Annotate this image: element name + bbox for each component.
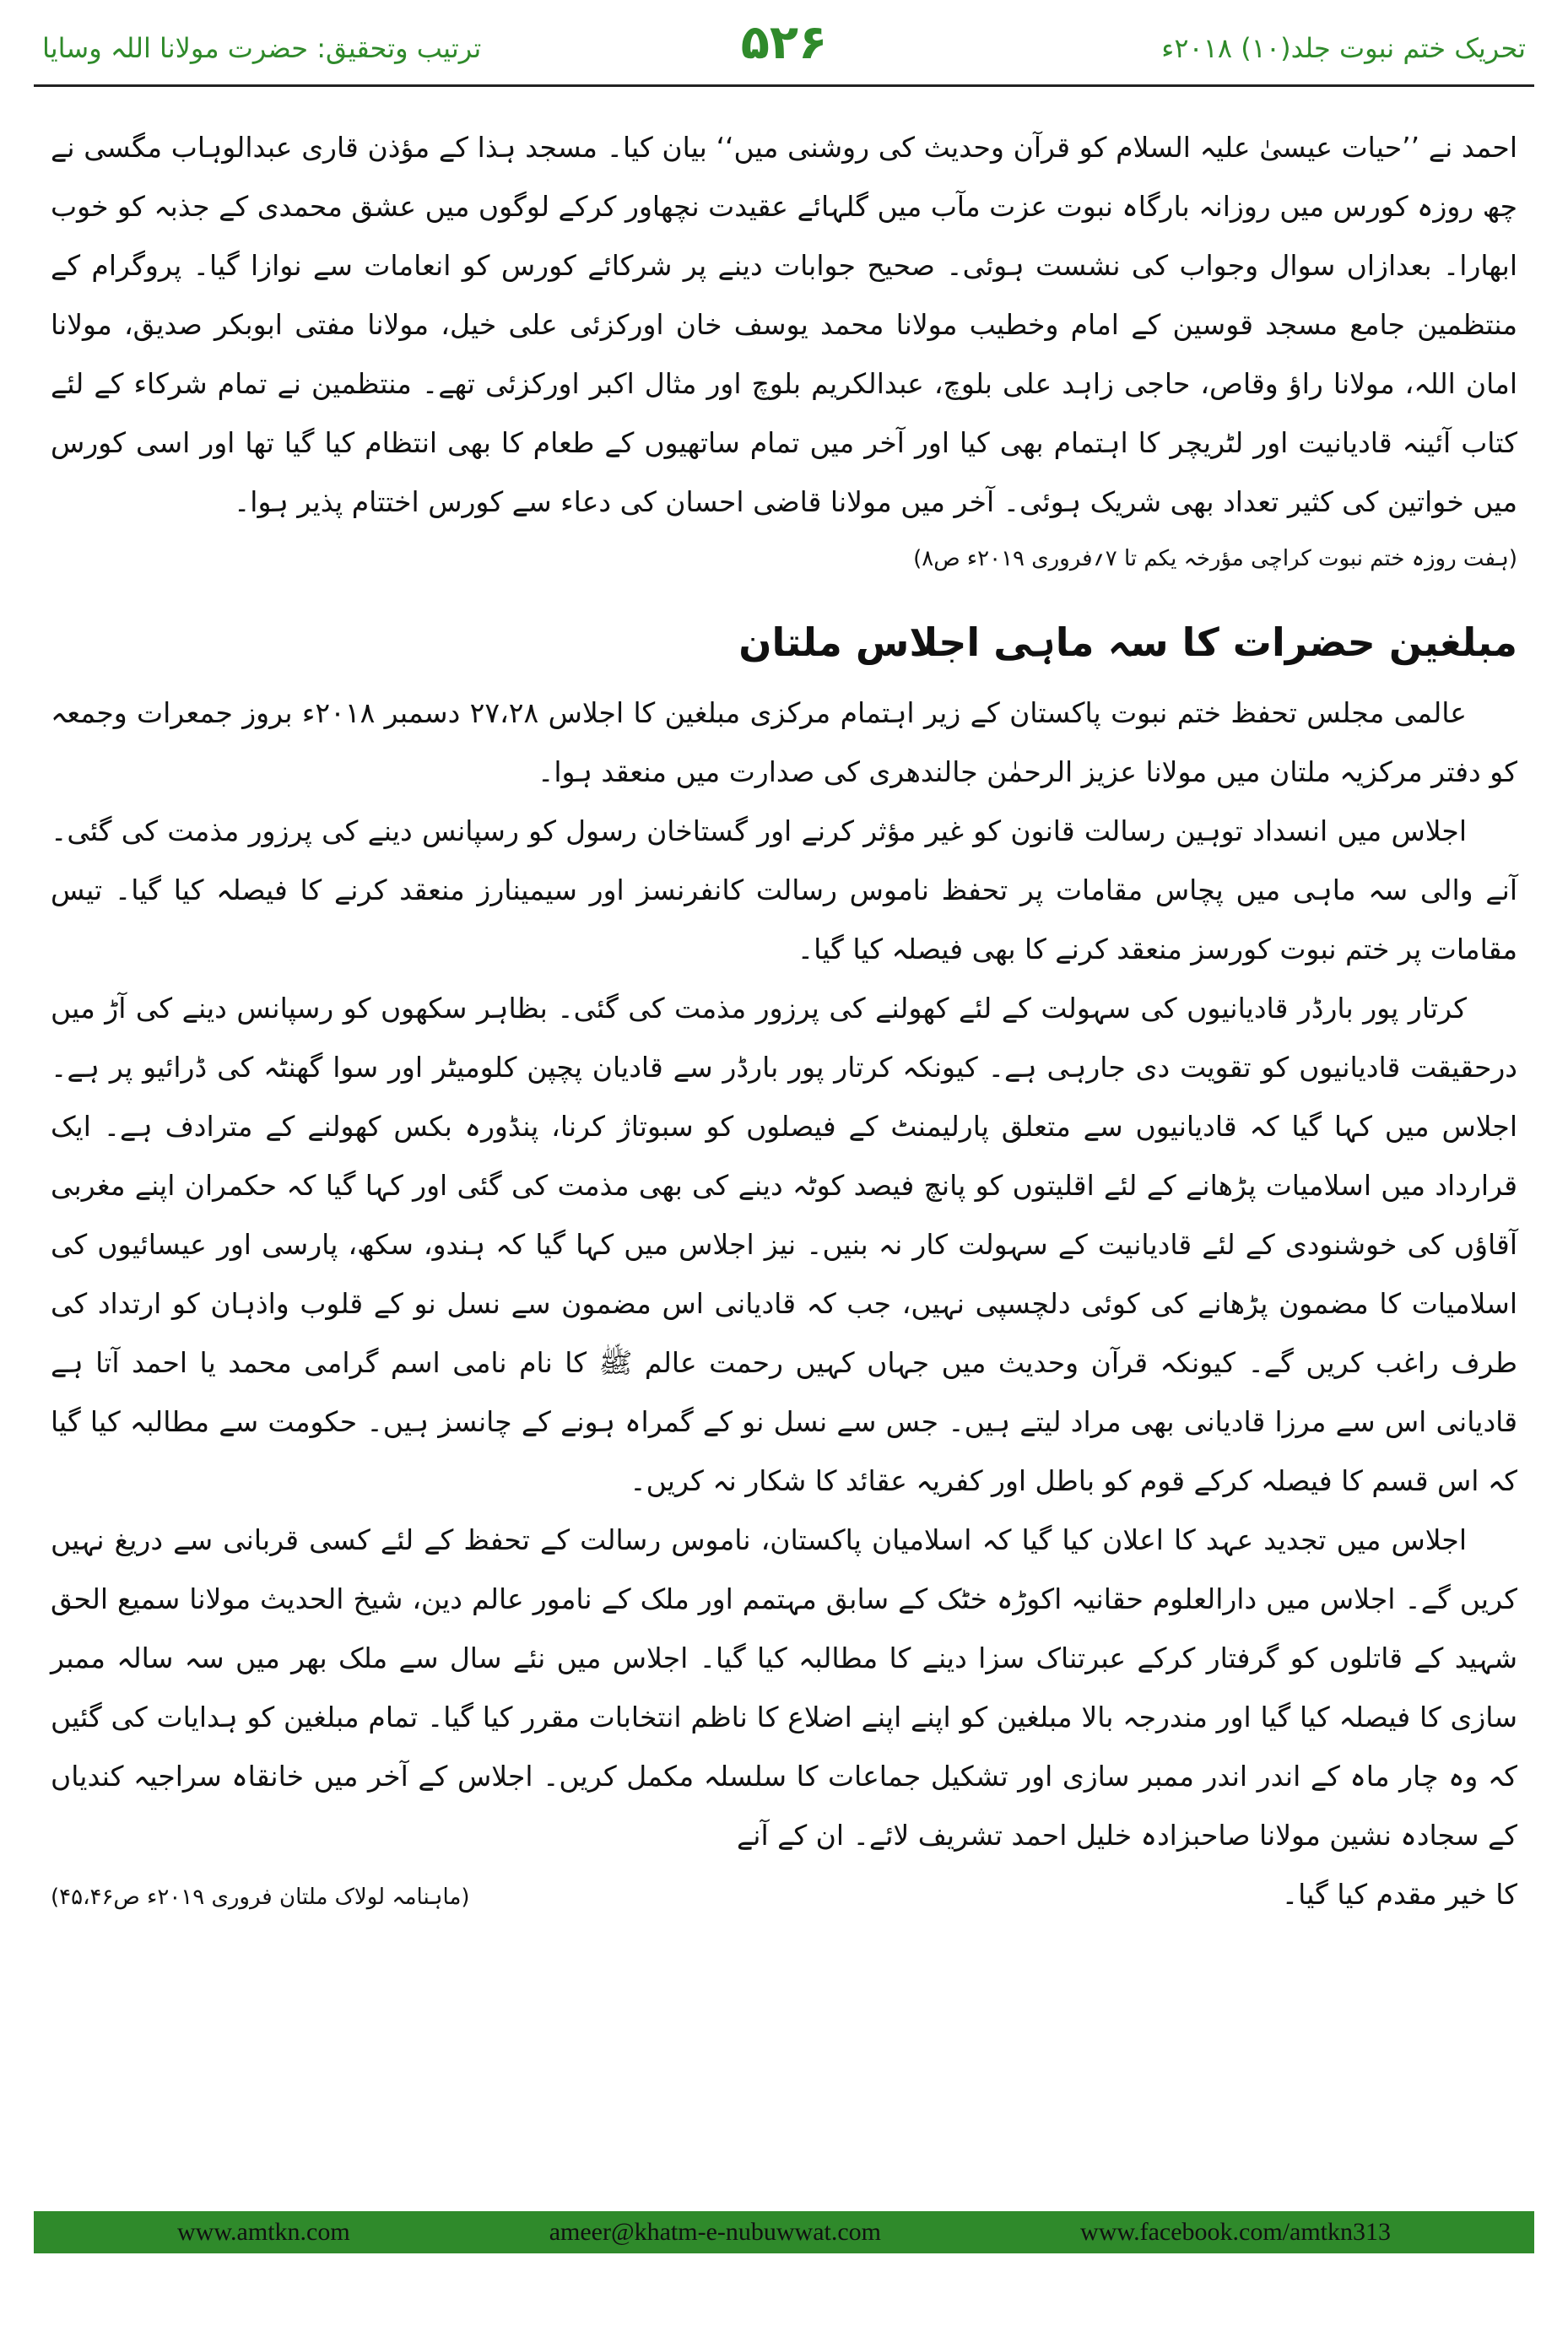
citation-2: (ماہنامہ لولاک ملتان فروری ۲۰۱۹ء ص۴۵،۴۶)	[51, 1885, 470, 1910]
footer-email-link[interactable]: ameer@khatm-e-nubuwwat.com	[549, 2218, 882, 2246]
paragraph-1: احمد نے ’’حیات عیسیٰ علیہ السلام کو قرآن وحدیث کی روشنی میں‘‘ بیان کیا۔ مسجد ہذا کے مؤذن قاری عبدالوہاب مگسی نے چھ روزہ کورس میں روزانہ بارگاہ نبوت عزت مآب میں گلہائے عقیدت نچھاور کرکے لوگوں میں عشق محمدی کے جذبہ کو خوب ابھارا۔ بعدازاں سوال وجواب کی نشست ہوئی۔ صحیح جوابات دینے پر شرکائے کورس کو انعامات سے نوازا گیا۔ پروگرام کے منتظمین جامع مسجد قوسین کے امام وخطیب مولانا محمد یوسف خان اورکزئی علی خیل، مولانا مفتی ابوبکر صدیق، مولانا امان اللہ، مولانا راؤ وقاص، حاجی زاہد علی بلوچ، عبدالکریم بلوچ اور مثال اکبر اورکزئی تھے۔ منتظمین نے تمام شرکاء کے لئے کتاب آئینہ قادیانیت اور لٹریچر کا اہتمام بھی کیا اور آخر میں تمام ساتھیوں کے طعام کا بھی انتظام کیا گیا تھا اور اسی کورس میں خواتین کی کثیر تعداد بھی شریک ہوئی۔ آخر میں مولانا قاضی احسان کی دعاء سے کورس اختتام پذیر ہوا۔	[51, 131, 1517, 518]
paragraph-5: اجلاس میں تجدید عہد کا اعلان کیا گیا کہ اسلامیان پاکستان، ناموس رسالت کے تحفظ کے لئے کسی قربانی سے دریغ نہیں کریں گے۔ اجلاس میں دارالعلوم حقانیہ اکوڑہ خٹک کے سابق مہتمم اور ملک کے نامور عالم دین، شیخ الحدیث مولانا سمیع الحق شہید کے قاتلوں کو گرفتار کرکے عبرتناک سزا دینے کا مطالبہ کیا گیا۔ اجلاس میں نئے سال سے ملک بھر میں سہ سالہ ممبر سازی کا فیصلہ کیا گیا اور مندرجہ بالا مبلغین کو اپنے اپنے اضلاع کا ناظم انتخابات مقرر کیا گیا۔ تمام مبلغین کو ہدایات کی گئیں کہ وہ چار ماہ کے اندر اندر ممبر سازی اور تشکیل جماعات کا سلسلہ مکمل کریں۔ اجلاس کے آخر میں خانقاہ سراجیہ کندیاں کے سجادہ نشین مولانا صاحبزادہ خلیل احمد تشریف لائے۔ ان کے آنے	[51, 1523, 1517, 1852]
page-header	[34, 15, 1534, 74]
citation-1: (ہفت روزہ ختم نبوت کراچی مؤرخہ یکم تا ۷؍فروری ۲۰۱۹ء ص۸)	[913, 546, 1517, 571]
paragraph-2: عالمی مجلس تحفظ ختم نبوت پاکستان کے زیر اہتمام مرکزی مبلغین کا اجلاس ۲۷،۲۸ دسمبر ۲۰۱۸ء بروز جمعرات وجمعہ کو دفتر مرکزیہ ملتان میں مولانا عزیز الرحمٰن جالندھری کی صدارت میں منعقد ہوا۔	[51, 696, 1517, 788]
header-compiler-text: ترتیب وتحقیق: حضرت مولانا اللہ وسایا	[42, 32, 482, 64]
page-footer	[34, 2211, 1534, 2253]
header-divider	[34, 84, 1534, 87]
page-number: ۵۲۶	[740, 15, 828, 70]
footer-facebook-link[interactable]: www.facebook.com/amtkn313	[1080, 2218, 1391, 2246]
paragraph-5-end: کا خیر مقدم کیا گیا۔	[1281, 1878, 1517, 1911]
footer-website-link[interactable]: www.amtkn.com	[177, 2218, 350, 2246]
paragraph-5-last-line	[51, 1865, 1517, 1927]
paragraph-3: اجلاس میں انسداد توہین رسالت قانون کو غیر مؤثر کرنے اور گستاخان رسول کو رسپانس دینے کی پرزور مذمت کی گئی۔ آنے والی سہ ماہی میں پچاس مقامات پر تحفظ ناموس رسالت کانفرنسز اور سیمینارز منعقد کرنے کا فیصلہ کیا گیا۔ تیس مقامات پر ختم نبوت کورسز منعقد کرنے کا بھی فیصلہ کیا گیا۔	[51, 814, 1517, 965]
paragraph-4: کرتار پور بارڈر قادیانیوں کی سہولت کے لئے کھولنے کی پرزور مذمت کی گئی۔ بظاہر سکھوں کو رسپانس دینے کی آڑ میں درحقیقت قادیانیوں کو تقویت دی جارہی ہے۔ کیونکہ کرتار پور بارڈر سے قادیان پچپن کلومیٹر اور سوا گھنٹہ کی ڈرائیو پر ہے۔ اجلاس میں کہا گیا کہ قادیانیوں سے متعلق پارلیمنٹ کے فیصلوں کو سبوتاژ کرنا، پنڈورہ بکس کھولنے کے مترادف ہے۔ ایک قرارداد میں اسلامیات پڑھانے کے لئے اقلیتوں کو پانچ فیصد کوٹہ دینے کی بھی مذمت کی گئی اور کہا گیا کہ حکمران اپنے مغربی آقاؤں کی خوشنودی کے لئے قادیانیت کے سہولت کار نہ بنیں۔ نیز اجلاس میں کہا گیا کہ ہندو، سکھ، پارسی اور عیسائیوں کی اسلامیات کا مضمون پڑھانے کی کوئی دلچسپی نہیں، جب کہ قادیانی اس مضمون سے نسل نو کے قلوب واذہان کو ارتداد کی طرف راغب کریں گے۔ کیونکہ قرآن وحدیث میں جہاں کہیں رحمت عالم ﷺ کا نام نامی اسم گرامی محمد یا احمد آتا ہے قادیانی اس سے مرزا قادیانی بھی مراد لیتے ہیں۔ جس سے نسل نو کے گمراہ ہونے کے چانسز ہیں۔ حکومت سے مطالبہ کیا گیا کہ اس قسم کا فیصلہ کرکے قوم کو باطل اور کفریہ عقائد کا شکار نہ کریں۔	[51, 992, 1517, 1497]
page-body	[51, 118, 1517, 1927]
section-heading: مبلغین حضرات کا سہ ماہی اجلاس ملتان	[738, 619, 1517, 665]
header-book-title: تحریک ختم نبوت جلد(۱۰) ۲۰۱۸ء	[1161, 32, 1526, 64]
